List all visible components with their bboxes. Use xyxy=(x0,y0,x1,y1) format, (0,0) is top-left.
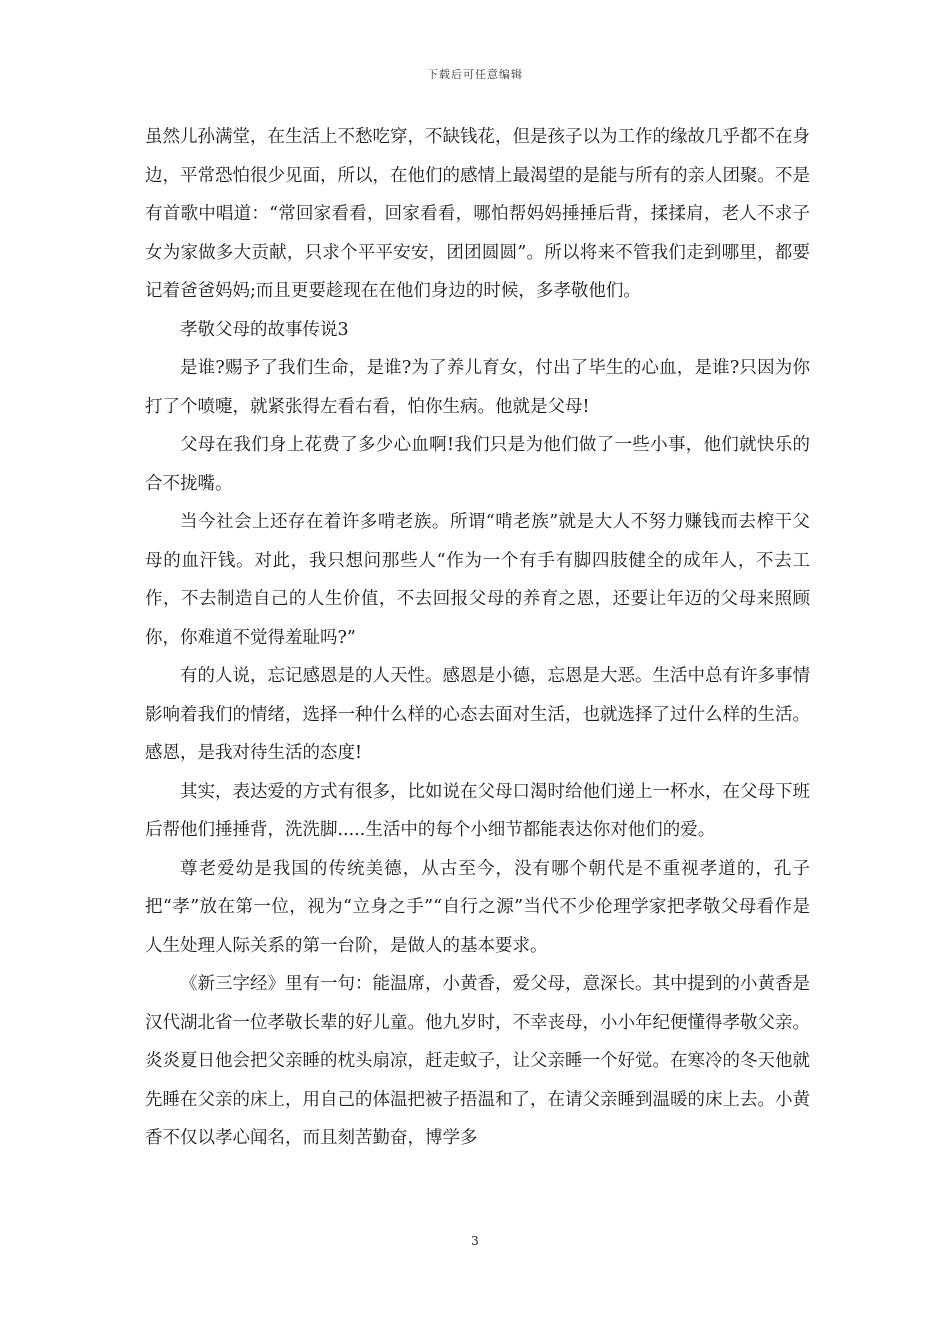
paragraph-8: 《新三字经》里有一句：能温席，小黄香，爱父母，意深长。其中提到的小黄香是汉代湖北省一位孝敬长辈的好儿童。他九岁时，不幸丧母，小小年纪便懂得孝敬父亲。炎炎夏日他会把父亲睡的枕头扇凉，赶走蚊子，让父亲睡一个好觉。在寒冷的冬天他就先睡在父亲的床上，用自己的体温把被子捂温和了，在请父亲睡到温暖的床上去。小黄香不仅以孝心闻名，而且刻苦勤奋，博学多 xyxy=(145,974,810,1148)
section-heading: 孝敬父母的故事传说3 xyxy=(180,319,349,340)
paragraph-1: 虽然儿孙满堂，在生活上不愁吃穿，不缺钱花，但是孩子以为工作的缘故几乎都不在身边，平常恐怕很少见面，所以，在他们的感情上最渴望的是能与所有的亲人团聚。不是有首歌中唱道：“常回家看看，回家看看，哪怕帮妈妈捶捶后背，揉揉肩，老人不求子女为家做多大贡献，只求个平平安安，团团圆圆”。所以将来不管我们走到哪里，都要记着爸爸妈妈;而且更要趁现在在他们身边的时候，多孝敬他们。 xyxy=(145,127,810,301)
paragraph-3: 父母在我们身上花费了多少心血啊!我们只是为他们做了一些小事，他们就快乐的合不拢嘴。 xyxy=(145,435,810,494)
paragraph-6: 其实，表达爱的方式有很多，比如说在父母口渴时给他们递上一杯水，在父母下班后帮他们捶捶背，洗洗脚.....生活中的每个小细节都能表达你对他们的爱。 xyxy=(145,781,810,840)
paragraph-7: 尊老爱幼是我国的传统美德，从古至今，没有哪个朝代是不重视孝道的，孔子把“孝”放在第一位，视为“立身之手”“自行之源”当代不少伦理学家把孝敬父母看作是人生处理人际关系的第一台阶，是做人的基本要求。 xyxy=(145,858,810,956)
paragraph-2: 是谁?赐予了我们生命，是谁?为了养儿育女，付出了毕生的心血，是谁?只因为你打了个喷嚏，就紧张得左看右看，怕你生病。他就是父母! xyxy=(145,358,810,417)
paragraph-5: 有的人说，忘记感恩是的人天性。感恩是小德，忘恩是大恶。生活中总有许多事情影响着我们的情绪，选择一种什么样的心态去面对生活，也就选择了过什么样的生活。感恩，是我对待生活的态度! xyxy=(145,666,810,763)
page-number: 3 xyxy=(471,1234,479,1248)
document-body xyxy=(145,118,810,1158)
page-header: 下载后可任意编辑 xyxy=(427,68,523,81)
paragraph-4: 当今社会上还存在着许多啃老族。所谓“啃老族”就是大人不努力赚钱而去榨干父母的血汗钱。对此，我只想问那些人“作为一个有手有脚四肢健全的成年人，不去工作，不去制造自己的人生价值，不去回报父母的养育之恩，还要让年迈的父母来照顾你，你难道不觉得羞耻吗?” xyxy=(145,512,810,648)
